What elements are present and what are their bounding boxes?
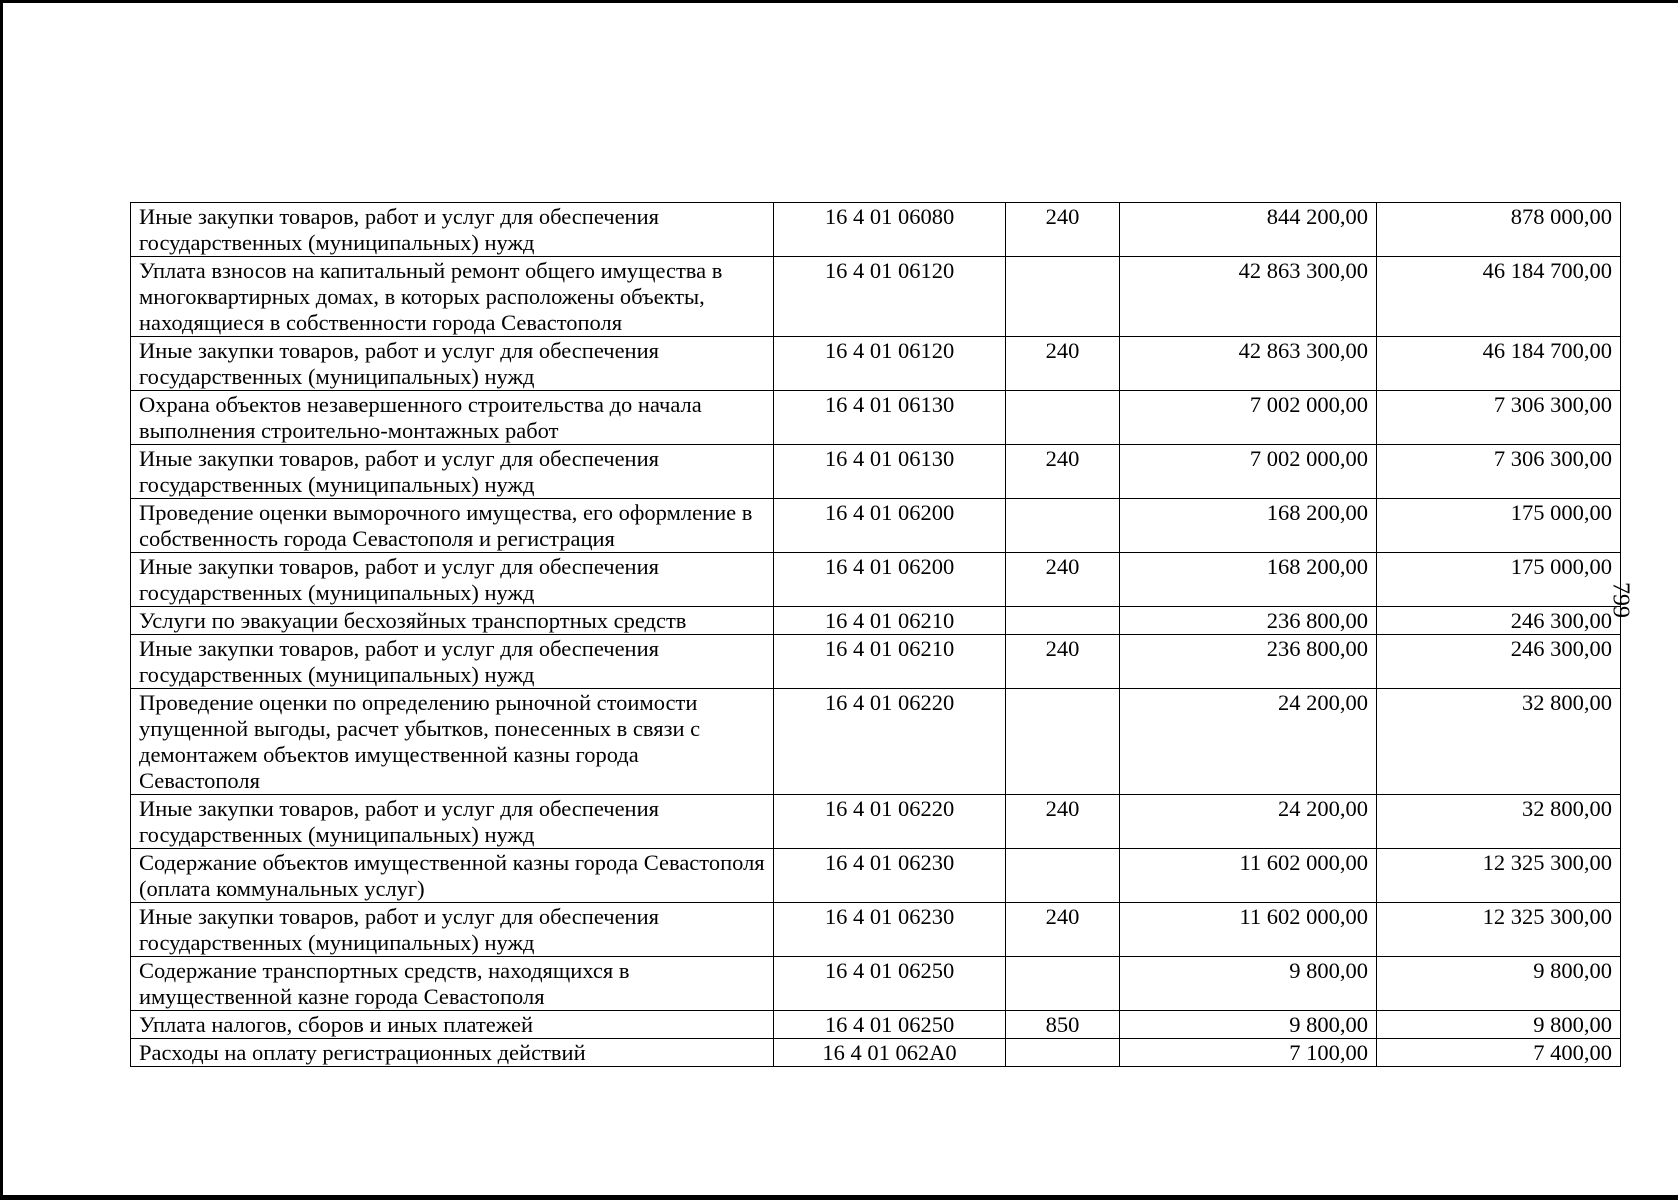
target-article-code-cell: 16 4 01 06200	[774, 499, 1006, 553]
target-article-code-cell: 16 4 01 06220	[774, 795, 1006, 849]
scan-border-left	[0, 0, 3, 1200]
amount-year2-cell: 175 000,00	[1377, 499, 1621, 553]
table-row	[131, 391, 1621, 445]
expense-type-cell: 850	[1006, 1011, 1120, 1039]
amount-year2-cell: 32 800,00	[1377, 689, 1621, 795]
amount-year1-cell: 168 200,00	[1120, 499, 1377, 553]
amount-year1-cell: 236 800,00	[1120, 607, 1377, 635]
expense-name-cell: Проведение оценки выморочного имущества, его оформление в собственность города Севастополя и регистрация	[131, 499, 774, 553]
expense-type-cell	[1006, 257, 1120, 337]
target-article-code-cell: 16 4 01 06120	[774, 257, 1006, 337]
target-article-code-cell: 16 4 01 06120	[774, 337, 1006, 391]
amount-year1-cell: 42 863 300,00	[1120, 257, 1377, 337]
expense-name-cell: Иные закупки товаров, работ и услуг для обеспечения государственных (муниципальных) нужд	[131, 635, 774, 689]
table-row	[131, 607, 1621, 635]
amount-year1-cell: 7 002 000,00	[1120, 391, 1377, 445]
amount-year2-cell: 9 800,00	[1377, 957, 1621, 1011]
budget-table	[130, 202, 1621, 1067]
expense-type-cell: 240	[1006, 795, 1120, 849]
table-row	[131, 689, 1621, 795]
table-row	[131, 635, 1621, 689]
amount-year2-cell: 878 000,00	[1377, 203, 1621, 257]
table-row	[131, 257, 1621, 337]
table-row	[131, 553, 1621, 607]
expense-name-cell: Иные закупки товаров, работ и услуг для обеспечения государственных (муниципальных) нужд	[131, 337, 774, 391]
expense-name-cell: Услуги по эвакуации бесхозяйных транспортных средств	[131, 607, 774, 635]
table-row	[131, 445, 1621, 499]
target-article-code-cell: 16 4 01 06130	[774, 391, 1006, 445]
expense-name-cell: Уплата взносов на капитальный ремонт общего имущества в многоквартирных домах, в которых расположены объекты, находящиеся в собственности города Севастополя	[131, 257, 774, 337]
amount-year1-cell: 11 602 000,00	[1120, 903, 1377, 957]
expense-type-cell: 240	[1006, 903, 1120, 957]
target-article-code-cell: 16 4 01 06210	[774, 635, 1006, 689]
expense-type-cell: 240	[1006, 203, 1120, 257]
amount-year1-cell: 7 100,00	[1120, 1039, 1377, 1067]
table-row	[131, 957, 1621, 1011]
target-article-code-cell: 16 4 01 06220	[774, 689, 1006, 795]
target-article-code-cell: 16 4 01 06230	[774, 903, 1006, 957]
page-number: 799	[1607, 582, 1634, 618]
amount-year2-cell: 175 000,00	[1377, 553, 1621, 607]
expense-name-cell: Содержание транспортных средств, находящихся в имущественной казне города Севастополя	[131, 957, 774, 1011]
amount-year2-cell: 32 800,00	[1377, 795, 1621, 849]
expense-type-cell: 240	[1006, 337, 1120, 391]
scan-border-bottom	[0, 1195, 1678, 1200]
table-row	[131, 903, 1621, 957]
expense-type-cell	[1006, 689, 1120, 795]
amount-year1-cell: 9 800,00	[1120, 1011, 1377, 1039]
amount-year2-cell: 12 325 300,00	[1377, 849, 1621, 903]
amount-year2-cell: 246 300,00	[1377, 607, 1621, 635]
table-row	[131, 337, 1621, 391]
amount-year1-cell: 168 200,00	[1120, 553, 1377, 607]
amount-year2-cell: 46 184 700,00	[1377, 257, 1621, 337]
table-row	[131, 203, 1621, 257]
expense-name-cell: Охрана объектов незавершенного строительства до начала выполнения строительно-монтажных работ	[131, 391, 774, 445]
amount-year2-cell: 46 184 700,00	[1377, 337, 1621, 391]
expense-type-cell: 240	[1006, 635, 1120, 689]
expense-type-cell	[1006, 957, 1120, 1011]
expense-name-cell: Содержание объектов имущественной казны города Севастополя (оплата коммунальных услуг)	[131, 849, 774, 903]
target-article-code-cell: 16 4 01 06210	[774, 607, 1006, 635]
amount-year2-cell: 12 325 300,00	[1377, 903, 1621, 957]
amount-year1-cell: 844 200,00	[1120, 203, 1377, 257]
table-row	[131, 849, 1621, 903]
expense-name-cell: Иные закупки товаров, работ и услуг для обеспечения государственных (муниципальных) нужд	[131, 795, 774, 849]
expense-name-cell: Проведение оценки по определению рыночной стоимости упущенной выгоды, расчет убытков, понесенных в связи с демонтажем объектов имущественной казны города Севастополя	[131, 689, 774, 795]
table-row	[131, 1011, 1621, 1039]
amount-year2-cell: 246 300,00	[1377, 635, 1621, 689]
expense-name-cell: Расходы на оплату регистрационных действий	[131, 1039, 774, 1067]
scan-border-top	[0, 0, 1678, 3]
target-article-code-cell: 16 4 01 06200	[774, 553, 1006, 607]
expense-type-cell	[1006, 849, 1120, 903]
expense-name-cell: Иные закупки товаров, работ и услуг для обеспечения государственных (муниципальных) нужд	[131, 203, 774, 257]
amount-year1-cell: 24 200,00	[1120, 689, 1377, 795]
target-article-code-cell: 16 4 01 06130	[774, 445, 1006, 499]
expense-name-cell: Уплата налогов, сборов и иных платежей	[131, 1011, 774, 1039]
amount-year2-cell: 7 306 300,00	[1377, 445, 1621, 499]
amount-year2-cell: 9 800,00	[1377, 1011, 1621, 1039]
amount-year2-cell: 7 306 300,00	[1377, 391, 1621, 445]
target-article-code-cell: 16 4 01 06250	[774, 957, 1006, 1011]
target-article-code-cell: 16 4 01 06230	[774, 849, 1006, 903]
target-article-code-cell: 16 4 01 06250	[774, 1011, 1006, 1039]
table-row	[131, 499, 1621, 553]
amount-year1-cell: 9 800,00	[1120, 957, 1377, 1011]
target-article-code-cell: 16 4 01 062A0	[774, 1039, 1006, 1067]
amount-year1-cell: 7 002 000,00	[1120, 445, 1377, 499]
expense-type-cell	[1006, 1039, 1120, 1067]
expense-name-cell: Иные закупки товаров, работ и услуг для обеспечения государственных (муниципальных) нужд	[131, 903, 774, 957]
amount-year1-cell: 11 602 000,00	[1120, 849, 1377, 903]
table-row	[131, 1039, 1621, 1067]
table-row	[131, 795, 1621, 849]
amount-year1-cell: 42 863 300,00	[1120, 337, 1377, 391]
amount-year1-cell: 236 800,00	[1120, 635, 1377, 689]
expense-type-cell	[1006, 391, 1120, 445]
expense-type-cell: 240	[1006, 445, 1120, 499]
expense-name-cell: Иные закупки товаров, работ и услуг для обеспечения государственных (муниципальных) нужд	[131, 445, 774, 499]
expense-type-cell: 240	[1006, 553, 1120, 607]
target-article-code-cell: 16 4 01 06080	[774, 203, 1006, 257]
expense-type-cell	[1006, 607, 1120, 635]
amount-year2-cell: 7 400,00	[1377, 1039, 1621, 1067]
expense-name-cell: Иные закупки товаров, работ и услуг для обеспечения государственных (муниципальных) нужд	[131, 553, 774, 607]
expense-type-cell	[1006, 499, 1120, 553]
amount-year1-cell: 24 200,00	[1120, 795, 1377, 849]
